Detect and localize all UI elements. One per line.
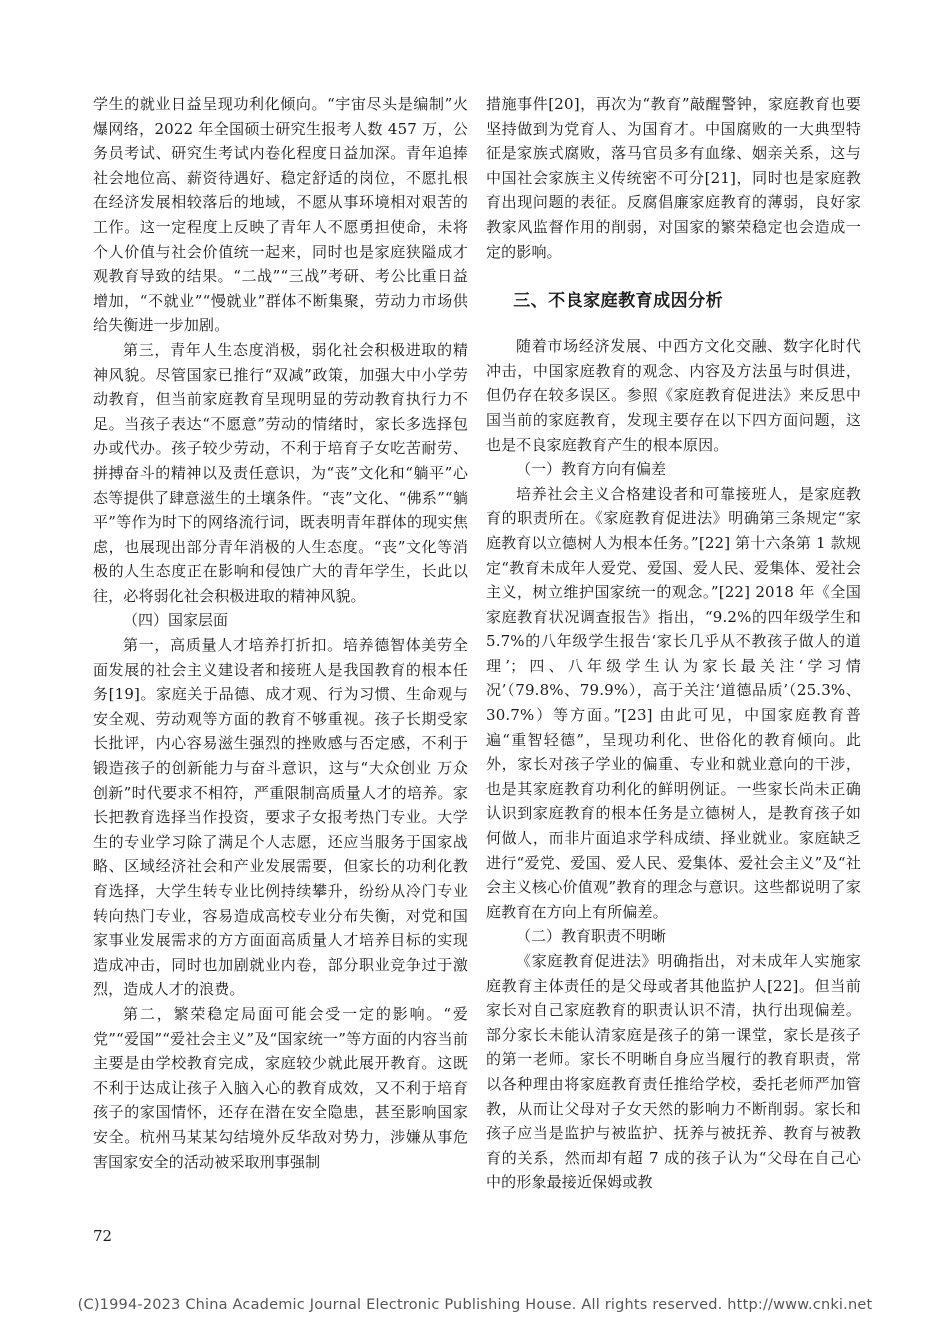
paragraph: 培养社会主义合格建设者和可靠接班人，是家庭教育的职责所在。《家庭教育促进法》明确第三条规定“家庭教育以立德树人为根本任务。”[22] 第十六条第 1 款规定“教育未成年人爱党、爱国、爱人民、爱集体、爱社会主义，树立维护国家统一的观念。”[22] 2018 年《全国家庭教育状况调查报告》指出，“9.2%的四年级学生和 5.7%的八年级学生报告‘家长几乎从不教孩子做人的道理’；四、八年级学生认为家长最关注‘学习情况’（79.8%、79.9%），高于关注‘道德品质’（25.3%、30.7%）等方面。”[23] 由此可见，中国家庭教育普遍“重智轻德”，呈现功利化、世俗化的教育倾向。此外，家长对孩子学业的偏重、专业和就业意向的干涉，也是其家庭教育功利化的鲜明例证。一些家长尚未正确认识到家庭教育的根本任务是立德树人，是教育孩子如何做人，而非片面追求学科成绩、择业就业。家庭缺乏进行“爱党、爱国、爱人民、爱集体、爱社会主义”及“社会主义核心价值观”教育的理念与意识。这些都说明了家庭教育在方向上有所偏差。 [486, 484, 861, 921]
copyright-footer: (C)1994-2023 China Academic Journal Electronic Publishing House. All rights reserved. http://www.cnki.net [77, 1297, 873, 1313]
page-number: 72 [93, 1227, 113, 1245]
paragraph: 第一，高质量人才培养打折扣。培养德智体美劳全面发展的社会主义建设者和接班人是我国教育的根本任务[19]。家庭关于品德、成才观、行为习惯、生命观与安全观、劳动观等方面的教育不够重视。孩子长期受家长批评，内心容易滋生强烈的挫败感与否定感，不利于锻造孩子的创新能力与奋斗意识，这与“大众创业 万众创新”时代要求不相符，严重限制高质量人才的培养。家长把教育选择当作投资，要求子女报考热门专业。大学生的专业学习除了满足个人志愿，还应当服务于国家战略、区域经济社会和产业发展需要，但家长的功利化教育选择，大学生转专业比例持续攀升，纷纷从冷门专业转向热门专业，容易造成高校专业分布失衡，对党和国家事业发展需求的方方面面高质量人才培养目标的实现造成冲击，同时也加剧就业内卷，部分职业竞争过于激烈，造成人才的浪费。 [93, 636, 468, 999]
subsection-heading: （一）教育方向有偏差 [516, 460, 667, 479]
paragraph: 措施事件[20]，再次为“教育”敲醒警钟，家庭教育也要坚持做到为党育人、为国育才。中国腐败的一大典型特征是家族式腐败，落马官员多有血缘、姻亲关系，这与中国社会家族主义传统密不可分[21]，同时也是家庭教育出现问题的表征。反腐倡廉家庭教育的薄弱，良好家教家风监督作用的削弱，对国家的繁荣稳定也会造成一定的影响。 [486, 95, 861, 261]
paragraph: 第三，青年人生态度消极，弱化社会积极进取的精神风貌。尽管国家已推行“双减”政策，加强大中小学劳动教育，但当前家庭教育呈现明显的劳动教育执行力不足。当孩子表达“不愿意”劳动的情绪时，家长多选择包办或代办。孩子较少劳动，不利于培育子女吃苦耐劳、拼搏奋斗的精神以及责任意识，为“丧”文化和“躺平”心态等提供了肆意滋生的土壤条件。“丧”文化、“佛系”“躺平”等作为时下的网络流行词，既表明青年群体的现实焦虑，也展现出部分青年消极的人生态度。“丧”文化等消极的人生态度正在影响和侵蚀广大的青年学生，长此以往，必将弱化社会积极进取的精神风貌。 [93, 340, 468, 605]
paragraph: 《家庭教育促进法》明确指出，对未成年人实施家庭教育主体责任的是父母或者其他监护人[22]。但当前家长对自己家庭教育的职责认识不清，执行出现偏差。部分家长未能认清家庭是孩子的第一课堂，家长是孩子的第一老师。家长不明晰自身应当履行的教育职责，常以各种理由将家庭教育责任推给学校，委托老师严加管教，从而让父母对子女天然的影响力不断削弱。家长和孩子应当是监护与被监护、抚养与被抚养、教育与被教育的关系，然而却有超 7 成的孩子认为“父母在自己心中的形象最接近保姆或教 [486, 952, 861, 1192]
subsection-heading: （二）教育职责不明晰 [516, 927, 667, 946]
subsection-heading: （四）国家层面 [123, 611, 229, 630]
right-column [486, 92, 861, 1195]
section-heading: 三、不良家庭教育成因分析 [513, 291, 724, 312]
paragraph: 第二，繁荣稳定局面可能会受一定的影响。“爱党”“爱国”“爱社会主义”及“国家统一”等方面的内容当前主要是由学校教育完成，家庭较少就此展开教育。这既不利于达成让孩子入脑入心的教育成效，又不利于培育孩子的家国情怀，还存在潜在安全隐患，甚至影响国家安全。杭州马某某勾结境外反华敌对势力，涉嫌从事危害国家安全的活动被采取刑事强制 [93, 1004, 468, 1171]
paragraph: 学生的就业日益呈现功利化倾向。“宇宙尽头是编制”火爆网络，2022 年全国硕士研究生报考人数 457 万，公务员考试、研究生考试内卷化程度日益加深。青年追捧社会地位高、薪资待遇好、稳定舒适的岗位，不愿扎根在经济发展相较落后的地域，不愿从事环境相对艰苦的工作。这一定程度上反映了青年人不愿勇担使命，未将个人价值与社会价值统一起来，同时也是家庭狭隘成才观教育导致的结果。“二战”“三战”考研、考公比重日益增加，“不就业”“慢就业”群体不断集聚，劳动力市场供给失衡进一步加剧。 [93, 95, 468, 335]
left-column [93, 92, 468, 1174]
paragraph: 随着市场经济发展、中西方文化交融、数字化时代冲击，中国家庭教育的观念、内容及方法虽与时俱进，但仍存在较多误区。参照《家庭教育促进法》来反思中国当前的家庭教育，发现主要存在以下四方面问题，这也是不良家庭教育产生的根本原因。 [486, 337, 861, 454]
